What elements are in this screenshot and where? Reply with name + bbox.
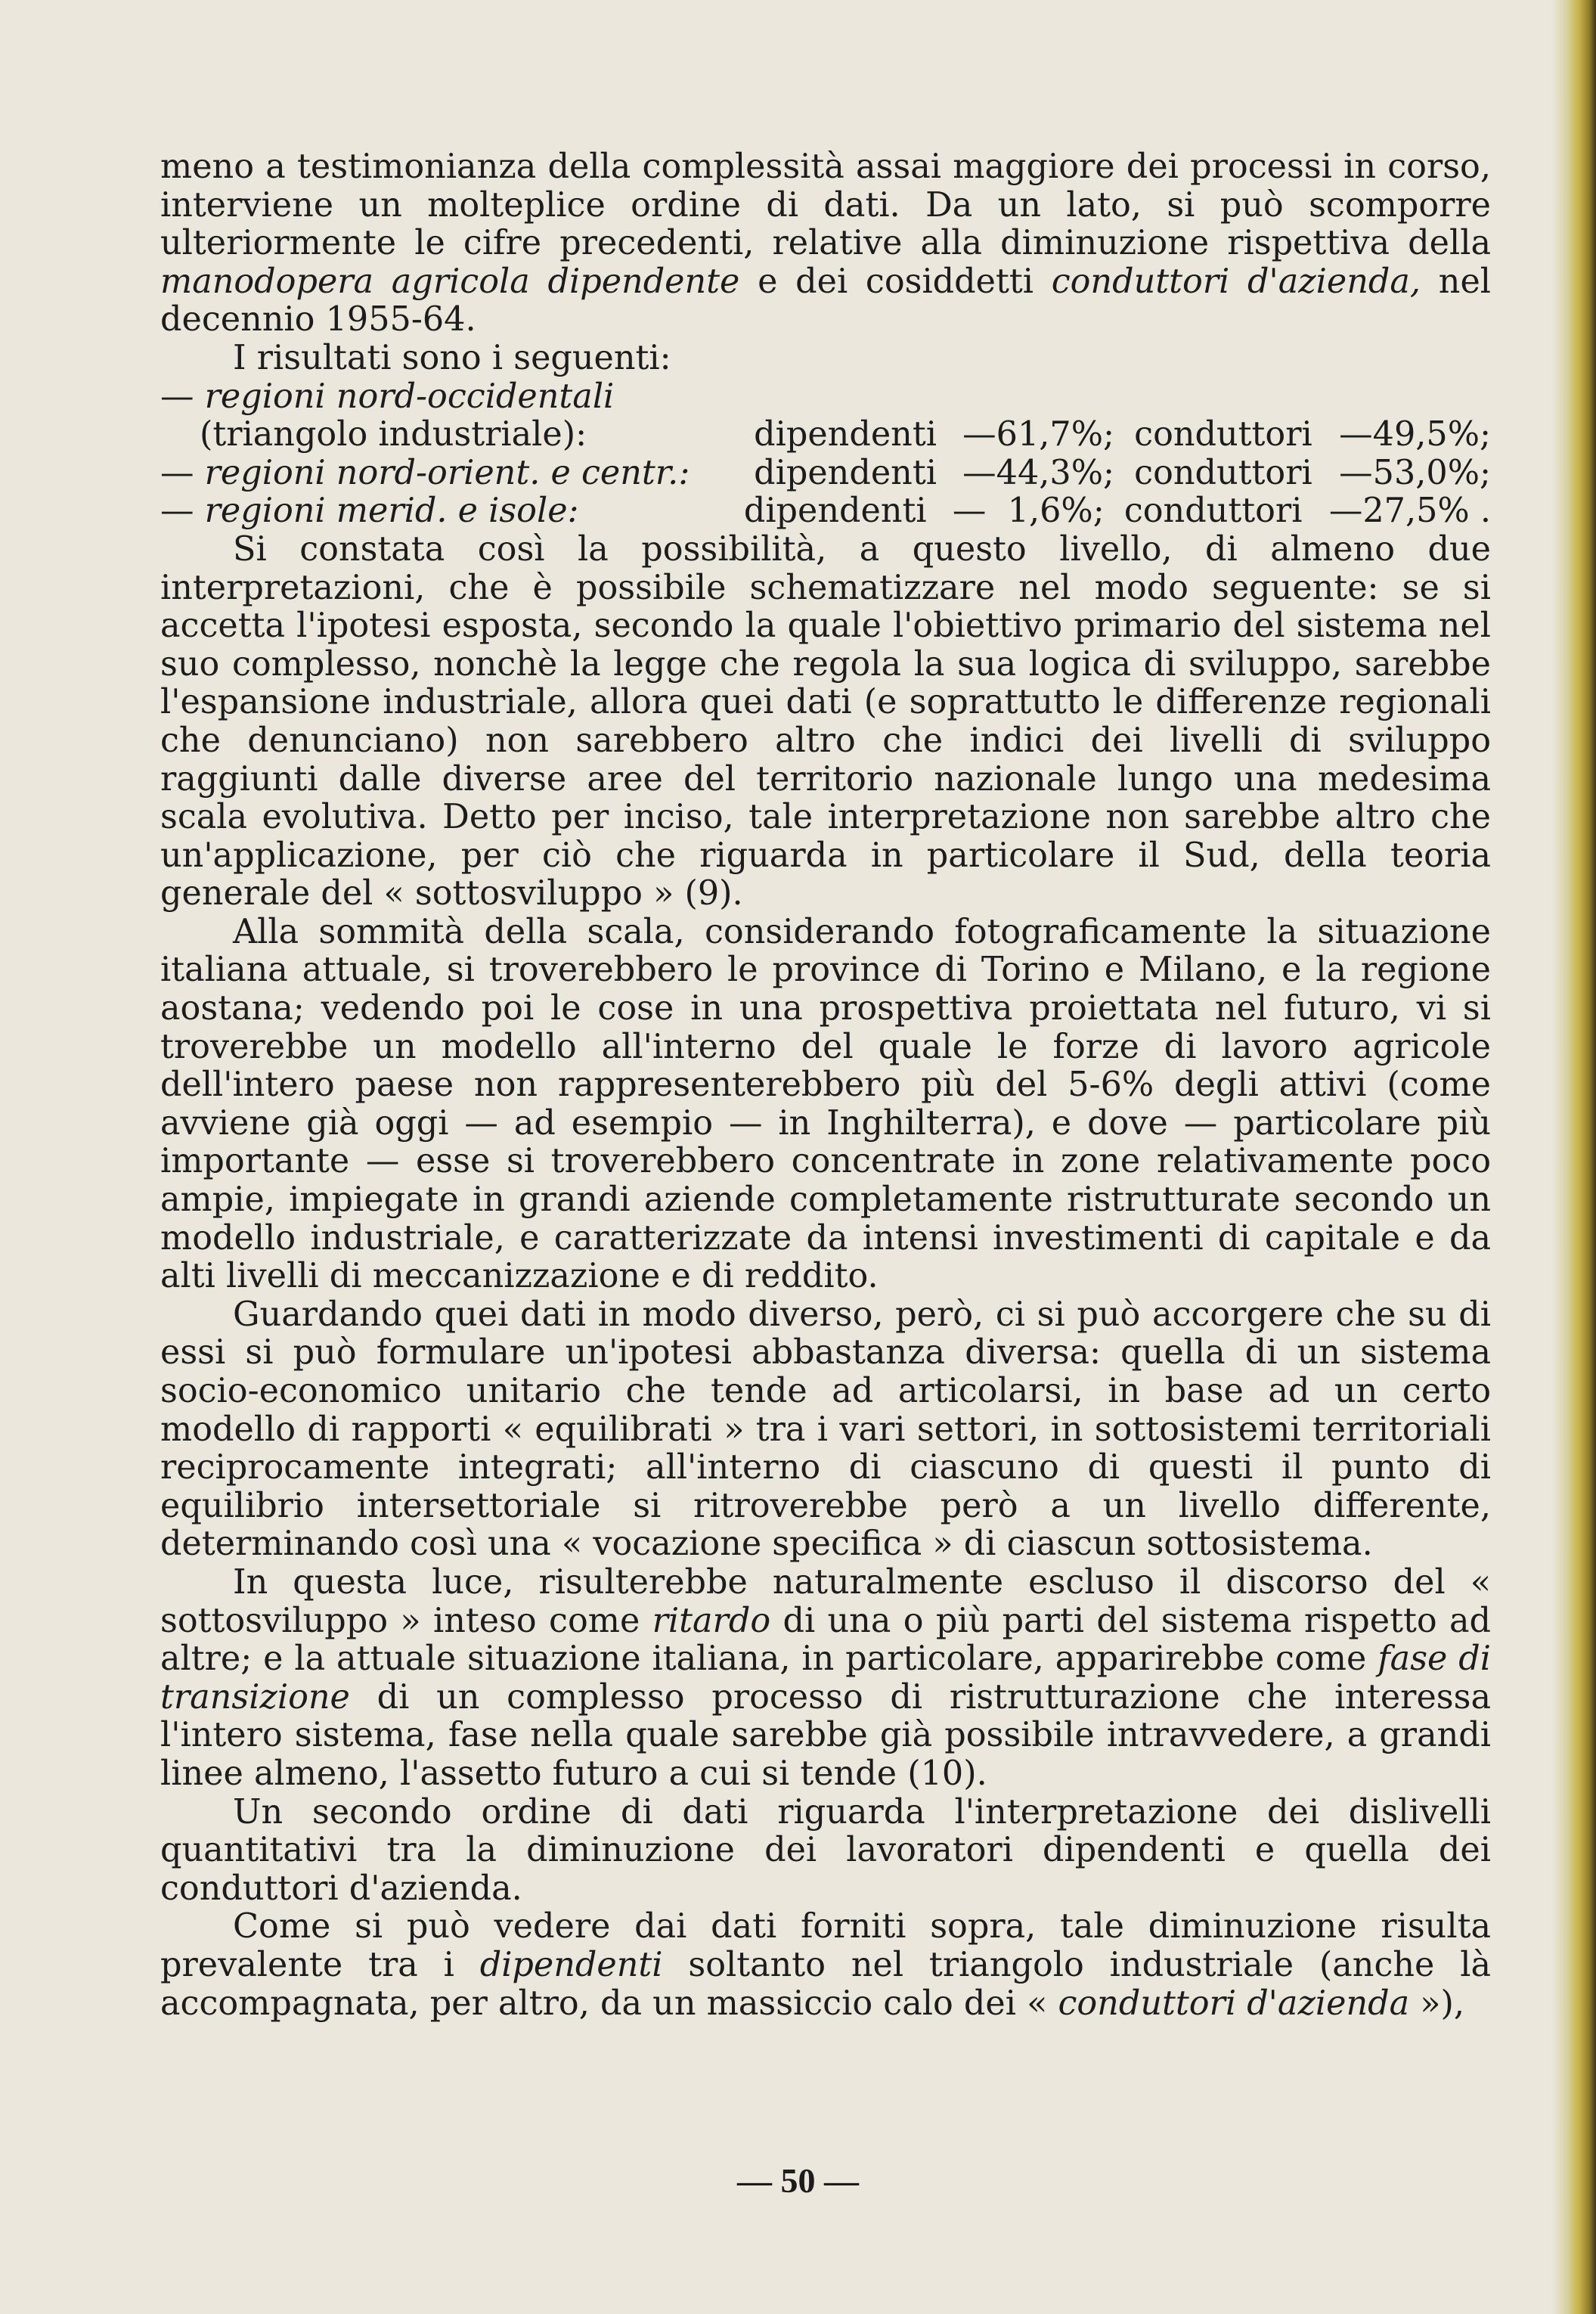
region-label: regioni nord-occidentali <box>204 377 615 416</box>
paragraph-5: Guardando quei dati in modo diverso, però, ci si può accorgere che su di essi si può formulare un'ipotesi abbastanza diversa: quella di un sistema socio-economico unitario che tende ad articolarsi, in base ad un certo modello di rapporti « equilibrati » tra i vari settori, in sottosistemi territoriali reciprocamente integrati; all'interno di ciascuno di questi il punto di equilibrio intersettoriale si ritroverebbe però a un livello differente, determinando così una « vocazione specifica » di ciascun sottosistema. <box>160 1295 1491 1564</box>
conduttori-label: conduttori <box>1134 415 1312 454</box>
text-run: Come si può vedere dai dati forniti sopra, tale diminuzione risulta prevalente tra i <box>160 1907 1491 1984</box>
text-run: di un complesso processo di ristrutturazione che interessa l'intero sistema, fase nella quale sarebbe già possibile intravvedere, a grandi linee almeno, l'assetto futuro a cui si tende (10). <box>160 1677 1491 1793</box>
list-item <box>160 492 1491 531</box>
dipendenti-value: — 1,6%; <box>952 492 1105 531</box>
text-run: nel decennio 1955-64. <box>160 262 1492 340</box>
conduttori-value: —53,0%; <box>1339 453 1491 492</box>
paragraph-8 <box>160 1908 1491 2023</box>
text-run: meno a testimonianza della complessità assai maggiore dei processi in corso, interviene un molteplice ordine di dati. Da un lato, si può scomporre ulteriormente le cifre precedenti, relative alla diminuzione rispettiva della <box>160 147 1491 263</box>
italic-term: dipendenti <box>479 1945 663 1984</box>
region-label: regioni merid. e isole: <box>204 492 579 531</box>
page-body <box>160 148 1491 2023</box>
list-item <box>160 454 1491 493</box>
paragraph-6 <box>160 1564 1491 1794</box>
page-edge-shadow <box>1552 0 1596 2314</box>
page-number: — 50 — <box>737 2161 859 2200</box>
conduttori-label: conduttori <box>1123 492 1303 531</box>
text-run: soltanto nel triangolo industriale (anche là accompagnata, per altro, da un massiccio calo dei « <box>160 1945 1491 2023</box>
dipendenti-label: dipendenti <box>754 415 937 454</box>
paragraph-7: Un secondo ordine di dati riguarda l'interpretazione dei dislivelli quantitativi tra la diminuzione dei lavoratori dipendenti e quella dei conduttori d'azienda. <box>160 1792 1491 1908</box>
conduttori-value: —27,5% . <box>1328 492 1491 531</box>
paragraph-1 <box>160 148 1491 340</box>
dash: — <box>160 453 194 492</box>
dipendenti-label: dipendenti <box>754 453 937 492</box>
paragraph-2: I risultati sono i seguenti: <box>233 338 671 377</box>
paragraph-3: Si constata così la possibilità, a questo livello, di almeno due interpretazioni, che è possibile schematizzare nel modo seguente: se si accetta l'ipotesi esposta, secondo la quale l'obiettivo primario del sistema nel suo complesso, nonchè la legge che regola la sua logica di sviluppo, sarebbe l'espansione industriale, allora quei dati (e soprattutto le differenze regionali che denunciano) non sarebbero altro che indici dei livelli di sviluppo raggiunti dalle diverse aree del territorio nazionale lungo una medesima scala evolutiva. Detto per inciso, tale interpretazione non sarebbe altro che un'applicazione, per ciò che riguarda in particolare il Sud, della teoria generale del « sottosviluppo » (9). <box>160 529 1491 914</box>
conduttori-label: conduttori <box>1134 453 1312 492</box>
region-label: regioni nord-orient. e centr.: <box>204 453 690 492</box>
dipendenti-value: —44,3%; <box>962 453 1114 492</box>
italic-term: fase di transizione <box>160 1639 1491 1717</box>
region-sublabel: (triangolo industriale): <box>200 415 587 454</box>
dipendenti-value: —61,7%; <box>962 415 1114 454</box>
italic-term: ritardo <box>652 1601 771 1640</box>
italic-term: conduttori d'azienda <box>1058 1984 1410 2023</box>
regional-data-list <box>160 378 1491 531</box>
list-item <box>160 416 1491 454</box>
text-run: e dei cosiddetti <box>739 262 1052 301</box>
dipendenti-label: dipendenti <box>743 492 927 531</box>
text-run: »), <box>1409 1984 1465 2023</box>
text-run: In questa luce, risulterebbe naturalmente escluso il discorso del « sottosviluppo » inteso come <box>160 1562 1491 1640</box>
text-run: di una o più parti del sistema rispetto ad altre; e la attuale situazione italiana, in particolare, apparirebbe come <box>160 1601 1491 1679</box>
conduttori-value: —49,5%; <box>1339 415 1491 454</box>
italic-term: manodopera agricola dipendente <box>160 262 740 301</box>
paragraph-4: Alla sommità della scala, considerando fotograficamente la situazione italiana attuale, si troverebbero le province di Torino e Milano, e la regione aostana; vedendo poi le cose in una prospettiva proiettata nel futuro, vi si troverebbe un modello all'interno del quale le forze di lavoro agricole dell'intero paese non rappresenterebbero più del 5-6% degli attivi (come avviene già oggi — ad esempio — in Inghilterra), e dove — particolare più importante — esse si troverebbero concentrate in zone relativamente poco ampie, impiegate in grandi aziende completamente ristrutturate secondo un modello industriale, e caratterizzate da intensi investimenti di capitale e da alti livelli di meccanizzazione e di reddito. <box>160 912 1491 1296</box>
dash: — <box>160 492 194 531</box>
italic-term: conduttori d'azienda, <box>1051 262 1421 301</box>
list-item <box>160 378 1491 417</box>
dash: — <box>160 377 194 416</box>
